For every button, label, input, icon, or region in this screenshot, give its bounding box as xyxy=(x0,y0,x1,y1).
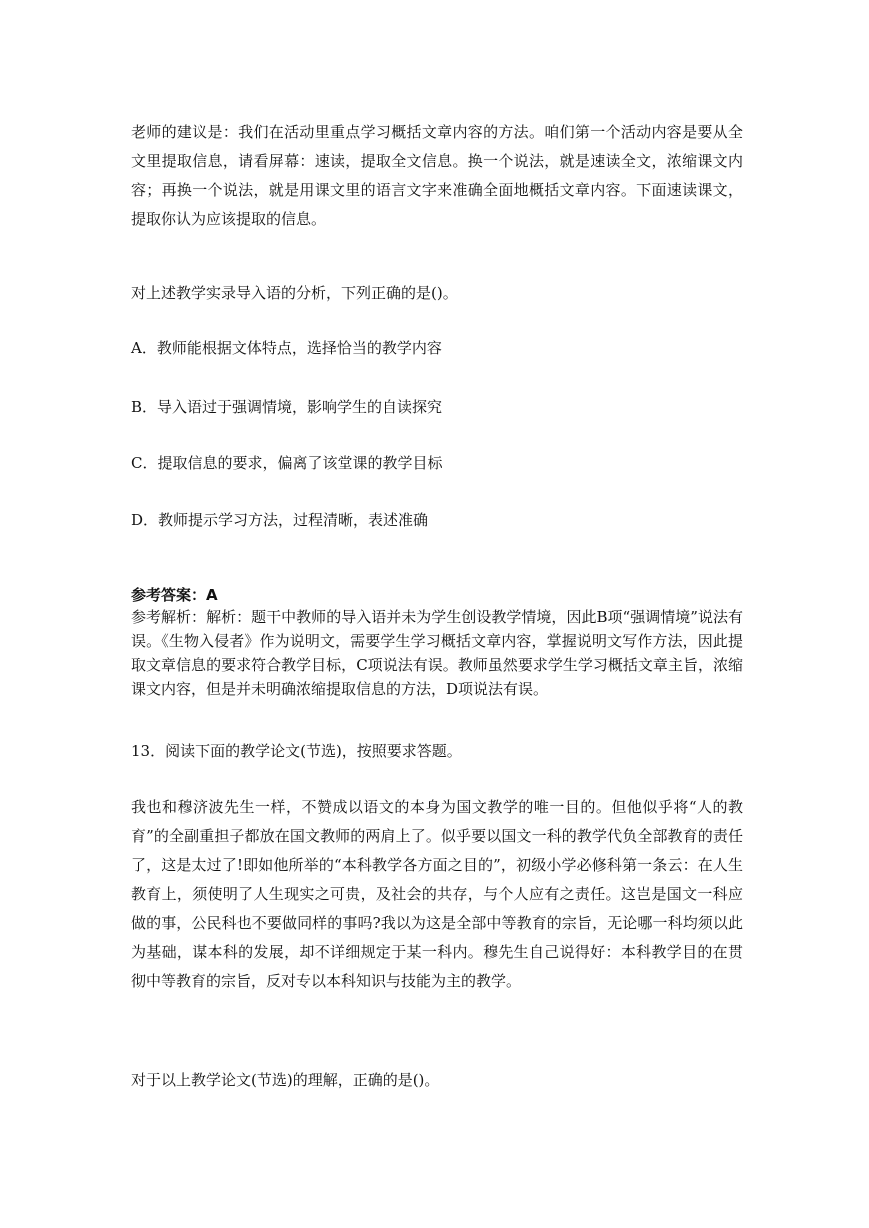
answer-label: 参考答案：A xyxy=(131,586,218,604)
essay-paragraph: 我也和穆济波先生一样，不赞成以语文的本身为国文教学的唯一目的。但他似乎将“人的教育”的全副重担子都放在国文教师的两肩上了。似乎要以国文一科的教学代负全部教育的责任了，这是太过了!即如他所举的“本科教学各方面之目的”，初级小学必修科第一条云：在人生教育上，须使明了人生现实之可贵，及社会的共存，与个人应有之责任。这岂是国文一科应做的事，公民科也不要做同样的事吗?我以为这是全部中等教育的宗旨，无论哪一科均须以此为基础，谋本科的发展，却不详细规定于某一科内。穆先生自己说得好：本科教学目的在贯彻中等教育的宗旨，反对专以本科知识与技能为主的教学。 xyxy=(131,798,743,990)
question-13-heading: 13．阅读下面的教学论文(节选)，按照要求答题。 xyxy=(131,742,462,760)
analysis-paragraph: 参考解析：解析：题干中教师的导入语并未为学生创设教学情境，因此B项“强调情境”说法有误。《生物入侵者》作为说明文，需要学生学习概括文章内容，掌握说明文写作方法，因此提取文章信息的要求符合教学目标，C项说法有误。教师虽然要求学生学习概括文章主旨，浓缩课文内容，但是并未明确浓缩提取信息的方法，D项说法有误。 xyxy=(131,608,743,698)
question-12-stem: 对上述教学实录导入语的分析，下列正确的是()。 xyxy=(131,284,458,302)
option-d: D．教师提示学习方法，过程清晰，表述准确 xyxy=(131,511,429,529)
option-b: B．导入语过于强调情境，影响学生的自读探究 xyxy=(131,398,443,416)
option-c: C．提取信息的要求，偏离了该堂课的教学目标 xyxy=(131,454,443,472)
question-13-stem: 对于以上教学论文(节选)的理解，正确的是()。 xyxy=(131,1071,440,1089)
option-a: A．教师能根据文体特点，选择恰当的教学内容 xyxy=(131,339,442,357)
intro-paragraph: 老师的建议是：我们在活动里重点学习概括文章内容的方法。咱们第一个活动内容是要从全文里提取信息，请看屏幕：速读，提取全文信息。换一个说法，就是速读全文，浓缩课文内容；再换一个说法，就是用课文里的语言文字来准确全面地概括文章内容。下面速读课文，提取你认为应该提取的信息。 xyxy=(131,123,743,228)
